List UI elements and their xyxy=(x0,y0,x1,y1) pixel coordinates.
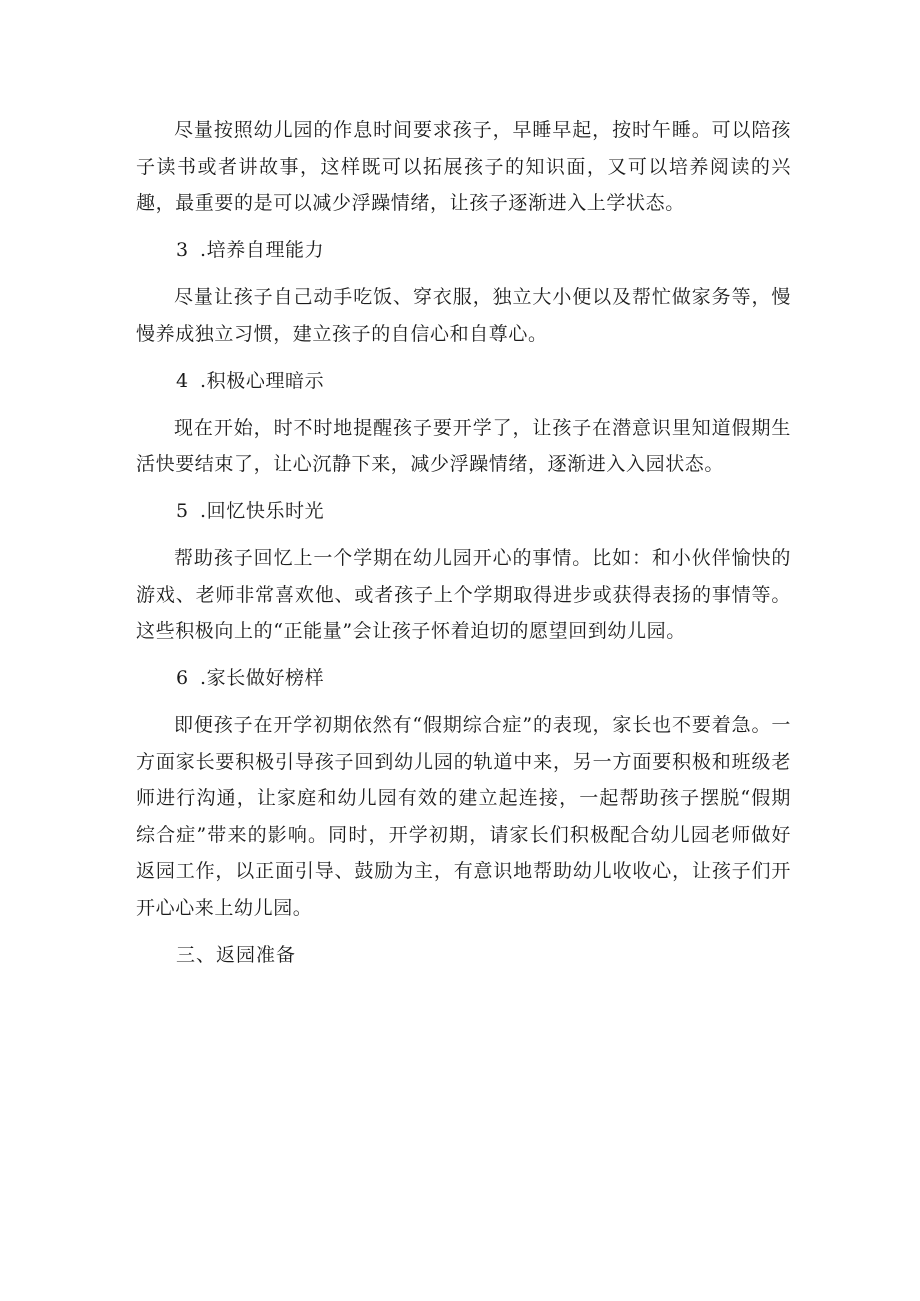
heading-positive-suggestion xyxy=(136,363,791,400)
heading-happy-memories xyxy=(136,493,791,530)
heading-text: .培养自理能力 xyxy=(200,239,325,261)
heading-number: 6 xyxy=(176,667,189,689)
heading-number: 3 xyxy=(176,239,189,261)
heading-number: 4 xyxy=(176,369,189,392)
paragraph-positive-suggestion: 现在开始，时不时地提醒孩子要开学了，让孩子在潜意识里知道假期生活快要结束了，让心沉静下来，减少浮躁情绪，逐渐进入入园状态。 xyxy=(136,416,791,475)
paragraph-parent-example: 即便孩子在开学初期依然有“假期综合症”的表现，家长也不要着急。一方面家长要积极引导孩子回到幼儿园的轨道中来，另一方面要积极和班级老师进行沟通，让家庭和幼儿园有效的建立起连接，一起帮助孩子摆脱“假期综合症”带来的影响。同时，开学初期，请家长们积极配合幼儿园老师做好返园工作，以正面引导、鼓励为主，有意识地帮助幼儿收收心，让孩子们开开心心来上幼儿园。 xyxy=(136,714,791,919)
heading-self-care xyxy=(136,232,791,269)
section-heading-return-preparation: 三、返园准备 xyxy=(176,943,297,966)
heading-parent-example xyxy=(136,660,791,697)
heading-text: .家长做好榜样 xyxy=(200,667,325,689)
document-body xyxy=(136,112,791,973)
heading-number: 5 xyxy=(176,500,189,522)
paragraph-routine: 尽量按照幼儿园的作息时间要求孩子，早睡早起，按时午睡。可以陪孩子读书或者讲故事，这样既可以拓展孩子的知识面，又可以培养阅读的兴趣，最重要的是可以减少浮躁情绪，让孩子逐渐进入上学状态。 xyxy=(136,119,791,214)
paragraph-happy-memories: 帮助孩子回忆上一个学期在幼儿园开心的事情。比如：和小伙伴愉快的游戏、老师非常喜欢他、或者孩子上个学期取得进步或获得表扬的事情等。这些积极向上的“正能量”会让孩子怀着迫切的愿望回到幼儿园。 xyxy=(136,547,791,642)
paragraph-self-care: 尽量让孩子自己动手吃饭、穿衣服，独立大小便以及帮忙做家务等，慢慢养成独立习惯，建立孩子的自信心和自尊心。 xyxy=(136,286,791,345)
heading-text: .积极心理暗示 xyxy=(200,369,325,392)
heading-text: .回忆快乐时光 xyxy=(200,500,325,522)
